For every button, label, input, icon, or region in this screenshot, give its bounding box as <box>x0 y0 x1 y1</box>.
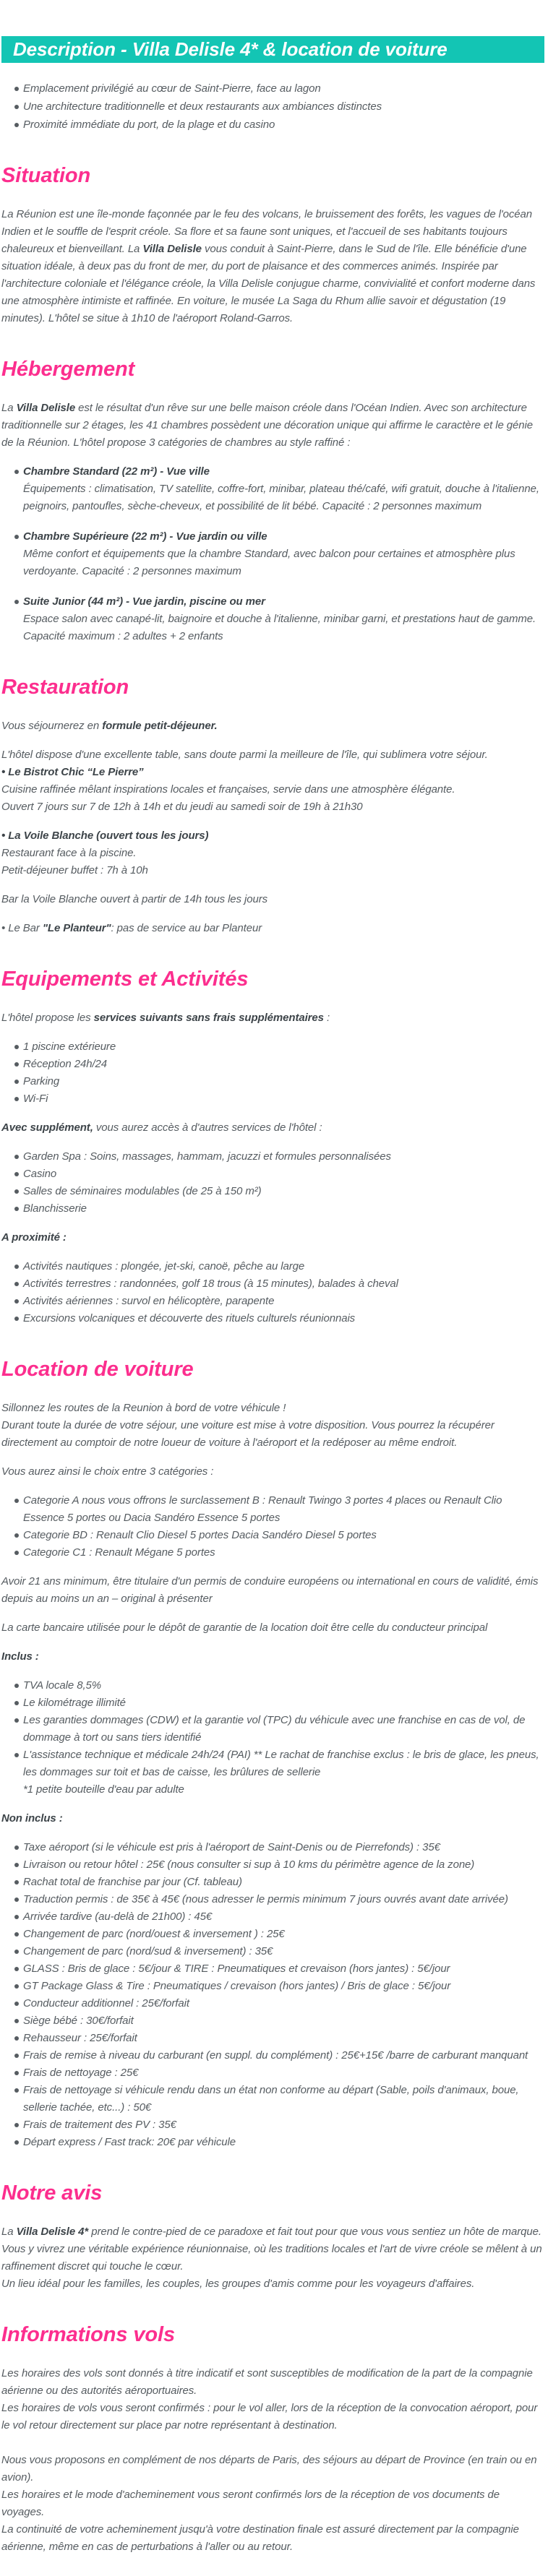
list-item-line <box>23 1293 544 1310</box>
bold-text-run: Chambre Supérieure (22 m²) - Vue jardin ou ville <box>23 530 267 543</box>
section-situation <box>1 164 544 327</box>
bold-text-run: Villa Delisle <box>16 402 76 414</box>
list-item-line <box>23 1677 544 1694</box>
list-item-line <box>23 1166 544 1183</box>
bold-text-run: • La Voile Blanche (ouvert tous les jours) <box>1 830 209 842</box>
list-item-line <box>23 1995 544 2012</box>
text-run: Frais de traitement des PV : 35€ <box>23 2119 176 2131</box>
list-item-line <box>23 1544 544 1561</box>
text-run: Categorie A nous vous offrons le surclassement B : Renault Twingo 3 portes 4 places ou Renault Clio Essence 5 portes ou Dacia Sandéro Essence 5 portes <box>23 1494 502 1524</box>
text-run: La <box>1 402 17 414</box>
text-run: Même confort et équipements que la chambre Standard, avec balcon pour certaines et atmosphère plus verdoyante. Capacité : 2 personnes maximum <box>23 548 515 577</box>
bold-text-run: A proximité : <box>1 1231 67 1244</box>
text-run: Taxe aéroport (si le véhicule est pris à l'aéroport de Saint-Denis ou de Pierrefonds) : 35€ <box>23 1841 440 1853</box>
paragraph <box>1 891 544 908</box>
list-item-line <box>23 1200 544 1218</box>
section-location-voiture <box>1 1358 544 2151</box>
text-run: GLASS : Bris de glace : 5€/jour & TIRE : Pneumatiques et crevaison (hors jantes) : 5€/jour <box>23 1963 450 1975</box>
bold-text-run: Non inclus : <box>1 1812 63 1825</box>
text-run: Arrivée tardive (au-delà de 21h00) : 45€ <box>23 1911 213 1923</box>
text-run: Frais de nettoyage : 25€ <box>23 2067 139 2079</box>
list-item-line <box>23 1746 544 1781</box>
list-item <box>1 2012 544 2030</box>
text-run: est le résultat d'un rêve sur une belle maison créole dans l'Océan Indien. Avec son architecture traditionnelle sur 2 étages, les 41 chambres possèdent une décoration unique qui affirme le caractère et le génie de la Réunion. L'hôtel propose 3 catégories de chambres au style raffiné : <box>1 402 533 449</box>
paragraph <box>1 2223 544 2275</box>
bold-text-run: services suivants sans frais supplémentaires <box>93 1012 324 1024</box>
text-run: L'hôtel propose les <box>1 1012 94 1024</box>
list-item-line <box>23 1943 544 1960</box>
list-item-line <box>23 1781 544 1799</box>
list-item-line <box>23 1908 544 1926</box>
list-item <box>1 1056 544 1073</box>
text-run: Activités nautiques : plongée, jet-ski, canoë, pêche au large <box>23 1260 305 1272</box>
section-restauration <box>1 676 544 937</box>
list-item-line <box>23 2012 544 2030</box>
bullet-list <box>1 463 544 645</box>
text-run: Livraison ou retour hôtel : 25€ (nous consulter si sup à 10 kms du périmètre agence de la zone) <box>23 1858 475 1871</box>
bullet-list <box>1 1148 544 1218</box>
list-item-line <box>23 1183 544 1200</box>
bold-text-run: formule petit-déjeuner. <box>102 720 218 732</box>
list-item <box>1 1995 544 2012</box>
bullet-list <box>1 1258 544 1327</box>
text-run: Les garanties dommages (CDW) et la garantie vol (TPC) du véhicule avec une franchise en cas de vol, de dommage à tort ou sans tiers identifié <box>23 1714 526 1744</box>
text-run: Les horaires et le mode d'acheminement vous seront confirmés lors de la réception de vos documents de voyages. <box>1 2489 500 2518</box>
paragraph <box>1 764 544 781</box>
text-run: L'hôtel dispose d'une excellente table, sans doute parmi la meilleure de l'île, qui sublimera votre séjour. <box>1 749 488 761</box>
text-run: Rachat total de franchise par jour (Cf. tableau) <box>23 1876 242 1888</box>
text-run: • Le Bar <box>1 922 43 934</box>
paragraph <box>1 1229 544 1246</box>
list-item-line <box>23 1891 544 1908</box>
list-item <box>1 1527 544 1544</box>
list-item-line <box>23 1148 544 1166</box>
text-run: Réception 24h/24 <box>23 1058 107 1070</box>
text-run: Équipements : climatisation, TV satellite, coffre-fort, minibar, plateau thé/café, wifi gratuit, douche à l'italienne, peignoirs, pantoufles, sèche-cheveux, et possibilité de lit bébé. Capacité : 2 personnes maximum <box>23 483 539 512</box>
text-run: Parking <box>23 1075 60 1087</box>
paragraph <box>1 746 544 764</box>
list-item <box>1 1275 544 1293</box>
text-run: La <box>1 2226 17 2238</box>
text-run: prend le contre-pied de ce paradoxe et fait tout pour que vous vous sentiez un hôte de marque. Vous y vivrez une véritable expérience réunionnaise, où les traditions locales et l'art de vivre créole se mêlent à un raffinement discret qui touche le cœur. <box>1 2226 542 2273</box>
text-run: Vous aurez ainsi le choix entre 3 catégories : <box>1 1465 214 1478</box>
list-item <box>1 528 544 580</box>
paragraph <box>1 1009 544 1027</box>
paragraph <box>1 862 544 879</box>
text-run: La carte bancaire utilisée pour le dépôt de garantie de la location doit être celle du conducteur principal <box>1 1621 488 1634</box>
paragraph <box>1 1619 544 1637</box>
list-item <box>1 1926 544 1943</box>
text-run: vous aurez accès à d'autres services de l'hôtel : <box>93 1121 322 1134</box>
text-run: Siège bébé : 30€/forfait <box>23 2015 134 2027</box>
bold-text-run: Inclus : <box>1 1650 39 1663</box>
list-item <box>1 1908 544 1926</box>
text-run: Casino <box>23 1168 57 1180</box>
content-sections <box>1 164 544 2556</box>
section-heading-notre-avis: Notre avis <box>1 2181 103 2205</box>
list-item <box>1 2064 544 2082</box>
bold-text-run: Chambre Standard (22 m²) - Vue ville <box>23 465 210 478</box>
list-item-line <box>23 1978 544 1995</box>
list-item <box>1 1293 544 1310</box>
hotel-description-page <box>0 36 548 2576</box>
list-item <box>1 1090 544 1108</box>
list-item-line <box>23 1839 544 1856</box>
section-informations-vols <box>1 2323 544 2556</box>
list-item-line <box>23 1712 544 1746</box>
list-item-line <box>23 1527 544 1544</box>
list-item-line <box>23 481 544 515</box>
text-run: Restaurant face à la piscine. <box>1 847 137 859</box>
list-item-line <box>23 593 544 611</box>
bullet-list <box>1 1839 544 2151</box>
list-item-line <box>23 528 544 546</box>
list-item <box>1 463 544 515</box>
paragraph <box>1 1573 544 1608</box>
paragraph <box>1 781 544 798</box>
text-run: Activités terrestres : randonnées, golf 18 trous (à 15 minutes), balades à cheval <box>23 1278 398 1290</box>
bullet-list <box>1 1677 544 1799</box>
paragraph <box>1 400 544 452</box>
list-item <box>1 2134 544 2151</box>
section-heading-location-voiture: Location de voiture <box>1 1358 194 1381</box>
text-run: Garden Spa : Soins, massages, hammam, jacuzzi et formules personnalisées <box>23 1150 391 1163</box>
text-run: Excursions volcaniques et découverte des rituels culturels réunionnais <box>23 1312 356 1324</box>
list-item-line <box>23 1960 544 1978</box>
text-run: Ouvert 7 jours sur 7 de 12h à 14h et du jeudi au samedi soir de 19h à 21h30 <box>1 801 363 813</box>
paragraph <box>1 798 544 816</box>
list-item <box>1 1943 544 1960</box>
list-item <box>1 1073 544 1090</box>
text-run: Wi-Fi <box>23 1093 48 1105</box>
text-run: Les horaires de vols vous seront confirmés : pour le vol aller, lors de la réception de la convocation aéroport, pour le vol retour directement sur place par notre représentant à destination. <box>1 2402 538 2431</box>
section-heading-situation: Situation <box>1 164 91 187</box>
text-run: Activités aériennes : survol en hélicoptère, parapente <box>23 1295 275 1307</box>
list-item-line <box>23 1258 544 1275</box>
paragraph <box>1 1119 544 1137</box>
text-run: Nous vous proposons en complément de nos départs de Paris, des séjours au départ de Province (en train ou en avion). <box>1 2454 537 2484</box>
intro-bullet-item <box>1 98 544 116</box>
description-banner <box>1 36 544 63</box>
list-item <box>1 1492 544 1527</box>
list-item <box>1 1200 544 1218</box>
list-item-line <box>23 2030 544 2047</box>
bold-text-run: Villa Delisle 4* <box>16 2226 89 2238</box>
text-run: TVA locale 8,5% <box>23 1679 102 1692</box>
text-run: vous conduit à Saint-Pierre, dans le Sud de l'île. Elle bénéficie d'une situation idéale, à deux pas du front de mer, du port de plaisance et des commerces animés. Inspirée par l'architecture coloniale et l'élégance créole, la Villa Delisle conjugue charme, convivialité et confort moderne dans une atmosphère intimiste et raffinée. En voiture, le musée La Saga du Rhum allie savoir et dégustation (19 minutes). L'hôtel se situe à 1h10 de l'aéroport Roland-Garros. <box>1 243 536 324</box>
list-item <box>1 1183 544 1200</box>
list-item <box>1 2030 544 2047</box>
text-run: 1 piscine extérieure <box>23 1041 116 1053</box>
text-run: Conducteur additionnel : 25€/forfait <box>23 1997 189 2009</box>
bold-text-run: "Le Planteur" <box>42 922 111 934</box>
list-item-line <box>23 1874 544 1891</box>
list-item <box>1 1712 544 1746</box>
text-run: Sillonnez les routes de la Reunion à bord de votre véhicule ! <box>1 1402 286 1414</box>
list-item <box>1 593 544 645</box>
section-heading-hebergement: Hébergement <box>1 358 135 381</box>
text-run: Frais de nettoyage si véhicule rendu dans un état non conforme au départ (Sable, poils d'animaux, boue, sellerie tachée, etc...) : 50€ <box>23 2084 519 2114</box>
paragraph <box>1 718 544 735</box>
list-item <box>1 1960 544 1978</box>
paragraph <box>1 1810 544 1827</box>
paragraph <box>1 2452 544 2486</box>
text-run: Salles de séminaires modulables (de 25 à 150 m²) <box>23 1185 262 1197</box>
list-item <box>1 1978 544 1995</box>
list-item <box>1 1166 544 1183</box>
list-item <box>1 2116 544 2134</box>
intro-bullet-item <box>1 80 544 98</box>
paragraph <box>1 1648 544 1666</box>
intro-bullet-item <box>1 116 544 134</box>
text-run: Changement de parc (nord/sud & inversement) : 35€ <box>23 1945 273 1957</box>
text-run: La Réunion est une île-monde façonnée par le feu des volcans, le bruissement des forêts, les vagues de l'océan Indien et le souffle de l'esprit créole. Sa flore et sa faune sont uniques, et l'accueil de ses habitants toujours chaleureux et bienveillant. La <box>1 208 532 255</box>
list-item <box>1 1677 544 1694</box>
paragraph <box>1 1417 544 1452</box>
intro-bullet-text: Proximité immédiate du port, de la plage et du casino <box>23 119 275 131</box>
list-item <box>1 2082 544 2116</box>
paragraph <box>1 1463 544 1481</box>
list-item <box>1 1544 544 1561</box>
bold-text-run: Suite Junior (44 m²) - Vue jardin, piscine ou mer <box>23 595 265 608</box>
text-run: Vous séjournerez en <box>1 720 103 732</box>
list-item <box>1 1891 544 1908</box>
section-heading-informations-vols: Informations vols <box>1 2323 175 2346</box>
text-run: Durant toute la durée de votre séjour, une voiture est mise à votre disposition. Vous pourrez la récupérer directement au comptoir de notre loueur de voiture à l'aéroport et la redéposer au même endroit. <box>1 1419 495 1449</box>
list-item-line <box>23 1056 544 1073</box>
text-run: Bar la Voile Blanche ouvert à partir de 14h tous les jours <box>1 893 268 905</box>
list-item-line <box>23 1926 544 1943</box>
paragraph <box>1 2275 544 2293</box>
list-item <box>1 2047 544 2064</box>
list-item-line <box>23 1856 544 1874</box>
list-item-line <box>23 1073 544 1090</box>
list-item-line <box>23 611 544 645</box>
list-item-line <box>23 1275 544 1293</box>
list-item <box>1 1038 544 1056</box>
text-run: La continuité de votre acheminement jusqu'à votre destination finale est assuré directement par la compagnie aérienne, même en cas de perturbations à l'aller ou au retour. <box>1 2523 519 2553</box>
intro-highlights-list <box>1 80 544 134</box>
text-run: Categorie BD : Renault Clio Diesel 5 portes Dacia Sandéro Diesel 5 portes <box>23 1529 377 1541</box>
section-equipements <box>1 968 544 1327</box>
list-item-line <box>23 2134 544 2151</box>
page-title: Description - Villa Delisle 4* & location de voiture <box>13 38 448 60</box>
text-run: Un lieu idéal pour les familles, les couples, les groupes d'amis comme pour les voyageurs d'affaires. <box>1 2278 475 2290</box>
section-heading-restauration: Restauration <box>1 676 129 699</box>
paragraph <box>1 2365 544 2400</box>
list-item-line <box>23 1038 544 1056</box>
text-run: Rehausseur : 25€/forfait <box>23 2032 137 2044</box>
intro-bullet-text: Emplacement privilégié au cœur de Saint-Pierre, face au lagon <box>23 82 321 95</box>
text-run: Blanchisserie <box>23 1202 87 1215</box>
list-item <box>1 1694 544 1712</box>
list-item-line <box>23 1090 544 1108</box>
text-run: Avoir 21 ans minimum, être titulaire d'un permis de conduire européens ou international en cours de validité, émis depuis au moins un an – original à présenter <box>1 1575 539 1605</box>
text-run: : pas de service au bar Planteur <box>111 922 262 934</box>
list-item <box>1 1839 544 1856</box>
paragraph <box>1 206 544 327</box>
list-item <box>1 1874 544 1891</box>
text-run: Categorie C1 : Renault Mégane 5 portes <box>23 1546 215 1559</box>
text-run: Cuisine raffinée mêlant inspirations locales et françaises, servie dans une atmosphère élégante. <box>1 783 455 796</box>
list-item <box>1 1746 544 1799</box>
list-item-line <box>23 2116 544 2134</box>
text-run: : <box>323 1012 330 1024</box>
list-item-line <box>23 2082 544 2116</box>
list-item <box>1 1310 544 1327</box>
bold-text-run: Avec supplément, <box>1 1121 93 1134</box>
text-run: Frais de remise à niveau du carburant (en suppl. du complément) : 25€+15€ /barre de carburant manquant <box>23 2049 528 2062</box>
section-notre-avis <box>1 2181 544 2293</box>
list-item-line <box>23 1694 544 1712</box>
text-run: Traduction permis : de 35€ à 45€ (nous adresser le permis minimum 7 jours ouvrés avant date arrivée) <box>23 1893 508 1905</box>
text-run: *1 petite bouteille d'eau par adulte <box>23 1783 184 1796</box>
text-run: Petit-déjeuner buffet : 7h à 10h <box>1 864 148 876</box>
paragraph <box>1 2486 544 2521</box>
list-item-line <box>23 1310 544 1327</box>
list-item <box>1 1258 544 1275</box>
bullet-list <box>1 1492 544 1561</box>
text-run: L'assistance technique et médicale 24h/24 (PAI) ** Le rachat de franchise exclus : le bris de glace, les pneus, les dommages sur toit et bas de caisse, les brûlures de sellerie <box>23 1749 539 1778</box>
text-run: Le kilométrage illimité <box>23 1697 126 1709</box>
bold-text-run: Villa Delisle <box>142 243 202 255</box>
text-run: Les horaires des vols sont donnés à titre indicatif et sont susceptibles de modification de la part de la compagnie aérienne ou des autorités aéroportuaires. <box>1 2367 533 2397</box>
list-item <box>1 1148 544 1166</box>
section-heading-equipements: Equipements et Activités <box>1 968 249 991</box>
paragraph <box>1 920 544 937</box>
list-item-line <box>23 1492 544 1527</box>
text-run: Départ express / Fast track: 20€ par véhicule <box>23 2136 236 2148</box>
list-item-line <box>23 463 544 481</box>
paragraph <box>1 2400 544 2434</box>
paragraph <box>1 845 544 862</box>
text-run: GT Package Glass & Tire : Pneumatiques / crevaison (hors jantes) / Bris de glace : 5€/jour <box>23 1980 451 1992</box>
section-hebergement <box>1 358 544 645</box>
list-item <box>1 1856 544 1874</box>
list-item-line <box>23 2064 544 2082</box>
paragraph <box>1 1400 544 1417</box>
list-item-line <box>23 2047 544 2064</box>
paragraph <box>1 2521 544 2556</box>
text-run: Changement de parc (nord/ouest & inversement ) : 25€ <box>23 1928 285 1940</box>
bold-text-run: • Le Bistrot Chic “Le Pierre” <box>1 766 144 778</box>
intro-bullet-text: Une architecture traditionnelle et deux restaurants aux ambiances distinctes <box>23 100 382 113</box>
paragraph <box>1 827 544 845</box>
list-item-line <box>23 546 544 580</box>
text-run: Espace salon avec canapé-lit, baignoire et douche à l'italienne, minibar garni, et prestations haut de gamme. Capacité maximum : 2 adultes + 2 enfants <box>23 613 536 642</box>
bullet-list <box>1 1038 544 1108</box>
